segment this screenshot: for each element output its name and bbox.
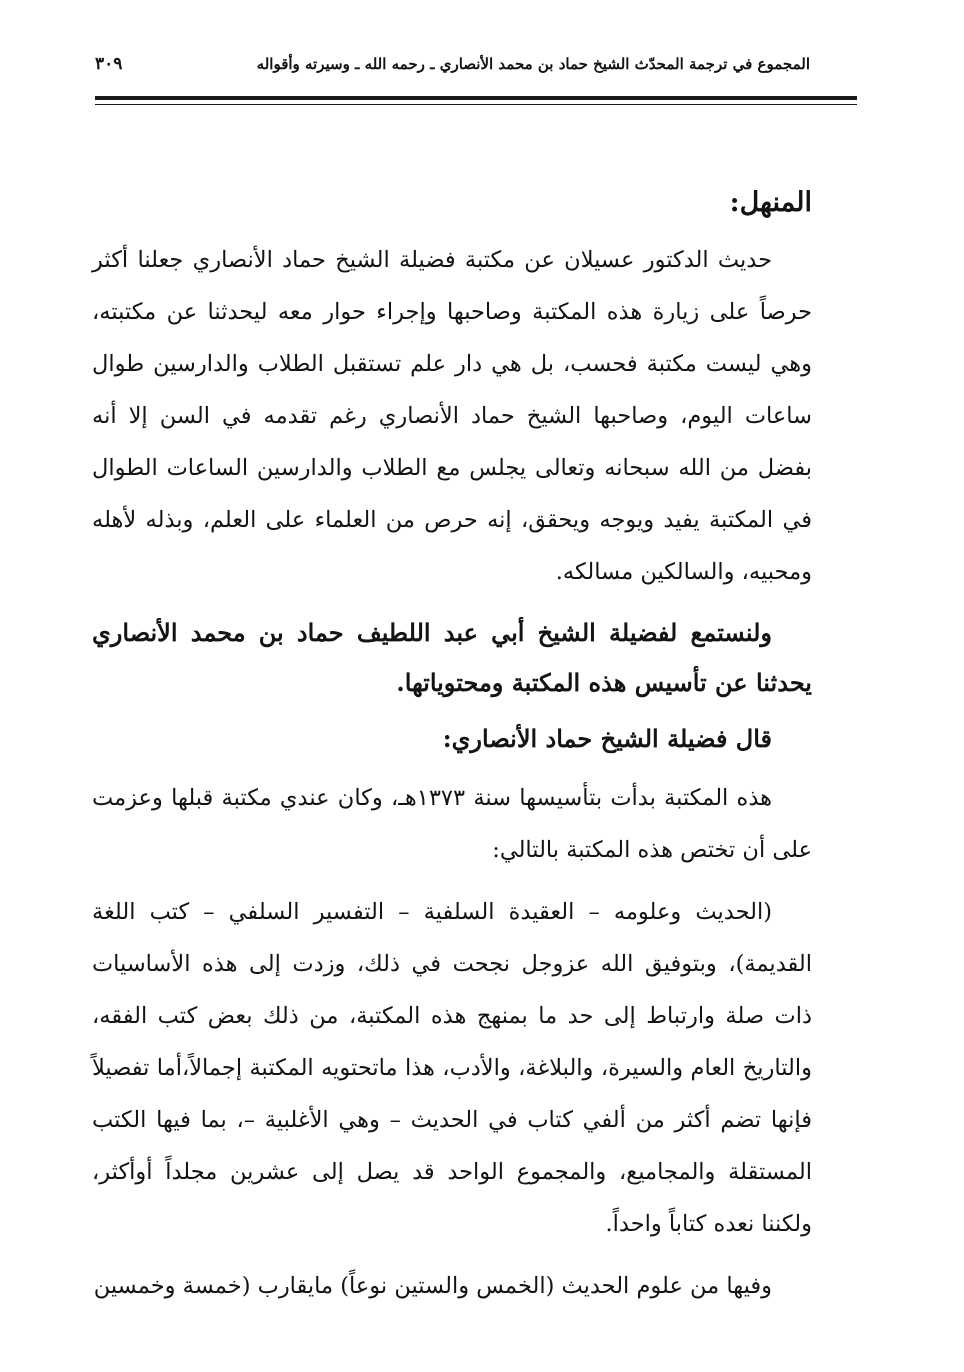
page-number: ٣٠٩ (95, 54, 123, 74)
paragraph-intro: حديث الدكتور عسيلان عن مكتبة فضيلة الشيخ حماد الأنصاري جعلنا أكثر حرصاً على زيارة هذه المكتبة وصاحبها وإجراء حوار معه ليحدثنا عن مكتبته، وهي ليست مكتبة فحسب، بل هي دار علم تستقبل الطلاب والدارسين طوال ساعات اليوم، وصاحبها الشيخ حماد الأنصاري رغم تقدمه في السن إلا أنه بفضل من الله سبحانه وتعالى يجلس مع الطلاب والدارسين الساعات الطوال في المكتبة يفيد ويوجه ويحقق، إنه حرص من العلماء على العلم، وبذله لأهله ومحبيه، والسالكين مسالكه. (92, 247, 812, 585)
speaker-subheading: قال فضيلة الشيخ حماد الأنصاري: (442, 724, 772, 753)
paragraph-bold-lead: ولنستمع لفضيلة الشيخ أبي عبد اللطيف حماد بن محمد الأنصاري يحدثنا عن تأسيس هذه المكتبة ومحتوياتها. (92, 618, 812, 697)
paragraph-gap (92, 876, 812, 886)
paragraph-collection: (الحديث وعلومه – العقيدة السلفية – التفسير السلفي – كتب اللغة القديمة)، وبتوفيق الله عزوجل نجحت في ذلك، وزدت إلى هذه الأساسيات ذات صلة وارتباط إلى حد ما بمنهج هذه المكتبة، من ذلك بعض كتب الفقه، والتاريخ العام والسيرة، والبلاغة، والأدب، هذا ماتحتويه المكتبة إجمالاً،أما تفصيلاً فإنها تضم أكثر من ألفي كتاب في الحديث – وهي الأغلبية –، بما فيها الكتب المستقلة والمجاميع، والمجموع الواحد قد يصل إلى عشرين مجلداً أوأكثر، ولكننا نعده كتاباً واحداً. (92, 899, 812, 1237)
paragraph-gap (92, 1250, 812, 1260)
paragraph-hadith-sciences: وفيها من علوم الحديث (الخمس والستين نوعاً) مايقارب (خمسة وخمسين (93, 1273, 772, 1299)
running-header (95, 44, 810, 84)
running-header-title: المجموع في ترجمة المحدّث الشيخ حماد بن محمد الأنصاري ـ رحمه الله ـ وسيرته وأقواله (256, 55, 810, 73)
paragraph-founding: هذه المكتبة بدأت بتأسيسها سنة ١٣٧٣هـ، وكان عندي مكتبة قبلها وعزمت على أن تختص هذه المكتبة بالتالي: (92, 785, 812, 863)
page-body (92, 180, 812, 1312)
header-rule-thin (95, 104, 857, 105)
header-rule-thick (95, 96, 857, 100)
section-title: المنهل: (729, 187, 812, 218)
